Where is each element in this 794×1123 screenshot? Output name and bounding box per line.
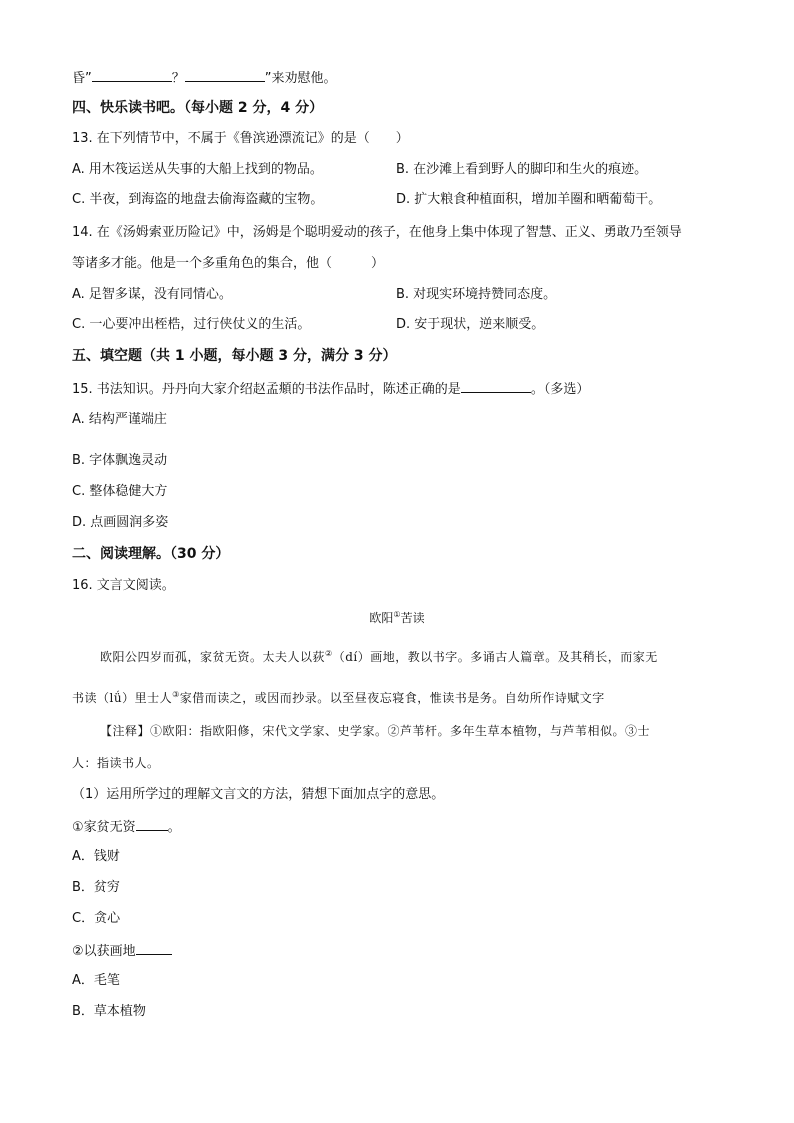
answer-blank[interactable] <box>136 941 172 955</box>
q15-option-c[interactable]: C. 整体稳健大方 <box>72 484 168 499</box>
q13-option-a[interactable]: A. 用木筏运送从失事的大船上找到的物品。 <box>72 162 323 177</box>
q15-option-a[interactable]: A. 结构严谨端庄 <box>72 412 167 427</box>
passage-line: 欧阳公四岁而孤，家贫无资。太夫人以荻②（dí）画地，教以书字。多诵古人篇章。及其稍长，而家无 <box>100 649 658 664</box>
q14-stem-line2: 等诸多才能。他是一个多重角色的集合，他（ ） <box>72 256 385 271</box>
item-2-option-b[interactable]: B．草本植物 <box>72 1004 146 1019</box>
answer-blank[interactable] <box>92 68 172 82</box>
item-2-stem: ②以获画地 <box>72 941 172 961</box>
answer-blank[interactable] <box>461 379 531 393</box>
passage-title: 欧阳①苦读 <box>369 610 425 625</box>
answer-blank[interactable] <box>185 68 265 82</box>
q15-option-b[interactable]: B. 字体飘逸灵动 <box>72 453 168 468</box>
item-1-stem: ①家贫无资 。 <box>72 817 181 837</box>
passage-line: 书读（lǘ）里士人③家借而读之，或因而抄录。以至昼夜忘寝食，惟读书是务。自幼所作诗赋文字 <box>72 690 605 705</box>
item-1-option-a[interactable]: A．钱财 <box>72 849 120 864</box>
annotation-line: 人：指读书人。 <box>72 756 160 770</box>
q16-stem: 16. 文言文阅读。 <box>72 578 175 593</box>
q13-option-d[interactable]: D. 扩大粮食种植面积，增加羊圈和晒葡萄干。 <box>396 192 662 207</box>
answer-blank[interactable] <box>136 817 168 831</box>
q15-stem: 15. 书法知识。丹丹向大家介绍赵孟頫的书法作品时，陈述正确的是 。（多选） <box>72 379 589 399</box>
q14-option-a[interactable]: A. 足智多谋，没有同情心。 <box>72 287 232 302</box>
sub-question-1: （1）运用所学过的理解文言文的方法，猜想下面加点字的意思。 <box>72 787 445 802</box>
annotation-line: 【注释】①欧阳：指欧阳修，宋代文学家、史学家。②芦苇杆。多年生草本植物，与芦苇相似。③士 <box>100 724 651 738</box>
q14-stem-line1: 14. 在《汤姆索亚历险记》中，汤姆是个聪明爱动的孩子，在他身上集中体现了智慧、正义、勇敢乃至领导 <box>72 225 682 240</box>
q15-option-d[interactable]: D. 点画圆润多姿 <box>72 515 169 530</box>
q14-option-d[interactable]: D. 安于现状，逆来顺受。 <box>396 317 545 332</box>
section-heading-5: 五、填空题（共 1 小题，每小题 3 分，满分 3 分） <box>72 348 397 364</box>
q14-option-b[interactable]: B. 对现实环境持赞同态度。 <box>396 287 557 302</box>
q13-option-b[interactable]: B. 在沙滩上看到野人的脚印和生火的痕迹。 <box>396 162 648 177</box>
section-heading-4: 四、快乐读书吧。（每小题 2 分，4 分） <box>72 100 324 116</box>
item-2-option-a[interactable]: A．毛笔 <box>72 973 120 988</box>
q13-option-c[interactable]: C. 半夜，到海盗的地盘去偷海盗藏的宝物。 <box>72 192 324 207</box>
item-1-option-b[interactable]: B．贫穷 <box>72 880 120 895</box>
section-heading-2: 二、阅读理解。（30 分） <box>72 546 230 562</box>
q13-stem: 13. 在下列情节中，不属于《鲁滨逊漂流记》的是（ ） <box>72 131 409 146</box>
item-1-option-c[interactable]: C．贪心 <box>72 911 121 926</box>
carryover-line: 昏” ？ ”来劝慰他。 <box>72 68 337 88</box>
q14-option-c[interactable]: C. 一心要冲出桎梏，过行侠仗义的生活。 <box>72 317 311 332</box>
